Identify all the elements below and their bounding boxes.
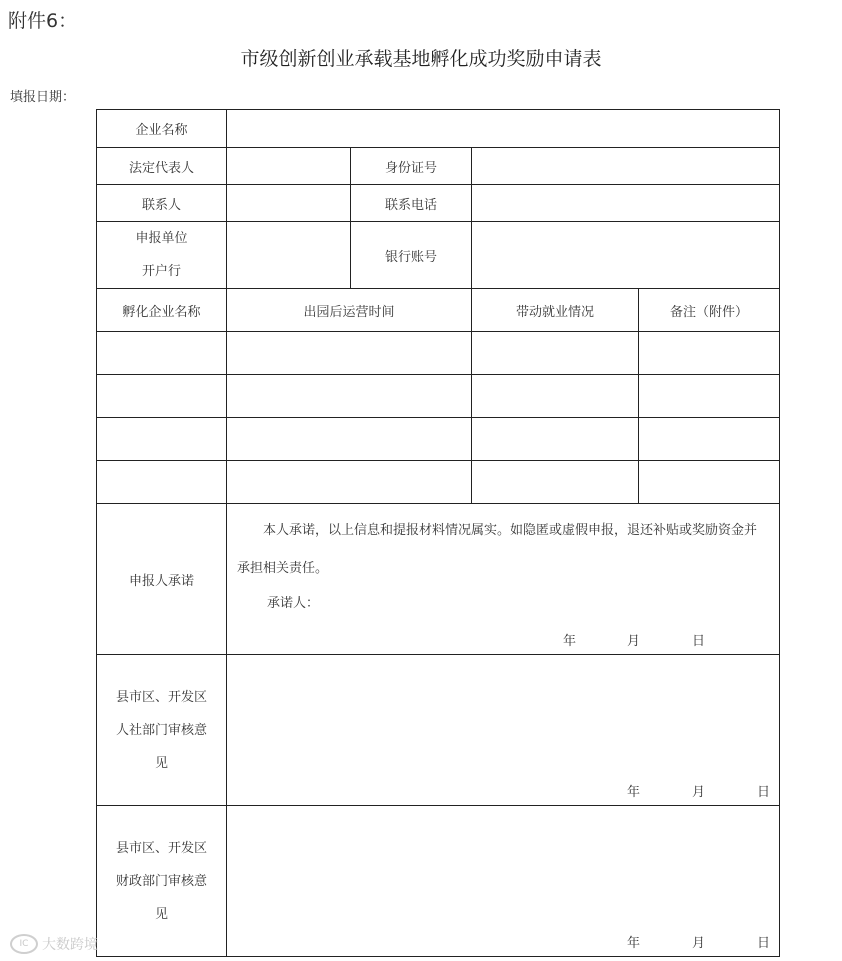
operation-time-cell[interactable] <box>227 332 472 375</box>
incubated-company-cell[interactable] <box>97 461 227 504</box>
incubation-header-row <box>97 289 780 332</box>
header-operation-time: 出园后运营时间 <box>227 289 472 332</box>
remarks-cell[interactable] <box>639 332 780 375</box>
watermark-logo: IC <box>10 934 38 954</box>
legal-rep-field[interactable] <box>227 148 351 185</box>
finance-review-content[interactable] <box>227 806 780 957</box>
hr-review-label <box>97 655 227 806</box>
table-row <box>97 375 780 418</box>
remarks-cell[interactable] <box>639 418 780 461</box>
remarks-cell[interactable] <box>639 375 780 418</box>
finance-review-label <box>97 806 227 957</box>
fill-date-label: 填报日期： <box>10 90 76 105</box>
application-form-table <box>96 109 780 957</box>
operation-time-cell[interactable] <box>227 375 472 418</box>
hr-review-day-label: 日 <box>757 785 771 800</box>
employment-cell[interactable] <box>472 375 639 418</box>
operation-time-cell[interactable] <box>227 461 472 504</box>
applicant-bank-label <box>97 222 227 289</box>
contact-row <box>97 185 780 222</box>
contact-field[interactable] <box>227 185 351 222</box>
table-row <box>97 332 780 375</box>
table-row <box>97 461 780 504</box>
id-number-label: 身份证号 <box>351 148 472 185</box>
header-incubated-company: 孵化企业名称 <box>97 289 227 332</box>
hr-review-label-line2: 人社部门审核意 <box>115 722 207 738</box>
pledge-label: 申报人承诺 <box>97 504 227 655</box>
employment-cell[interactable] <box>472 418 639 461</box>
incubated-company-cell[interactable] <box>97 418 227 461</box>
finance-review-month-label: 月 <box>692 936 706 951</box>
incubated-company-cell[interactable] <box>97 332 227 375</box>
bank-account-label: 银行账号 <box>351 222 472 289</box>
company-name-row <box>97 110 780 148</box>
applicant-bank-field[interactable] <box>227 222 351 289</box>
finance-review-day-label: 日 <box>757 936 771 951</box>
watermark <box>10 934 98 954</box>
incubated-company-cell[interactable] <box>97 375 227 418</box>
contact-label: 联系人 <box>97 185 227 222</box>
hr-review-content[interactable] <box>227 655 780 806</box>
pledge-row <box>97 504 780 655</box>
finance-review-label-line1: 县市区、开发区 <box>115 840 207 856</box>
finance-review-year-label: 年 <box>627 936 641 951</box>
applicant-bank-label-line1: 申报单位 <box>135 231 188 246</box>
pledge-signer-label: 承诺人： <box>267 596 320 611</box>
finance-review-label-line3: 见 <box>154 906 168 922</box>
attachment-number: 附件6： <box>8 10 78 32</box>
pledge-year-label: 年 <box>563 634 577 649</box>
hr-review-label-line3: 见 <box>154 755 168 771</box>
header-remarks: 备注（附件） <box>639 289 780 332</box>
applicant-bank-label-line2: 开户行 <box>141 264 181 279</box>
watermark-text: 大数跨境 <box>42 937 98 953</box>
id-number-field[interactable] <box>472 148 780 185</box>
page-title: 市级创新创业承载基地孵化成功奖励申请表 <box>240 48 602 70</box>
hr-review-year-label: 年 <box>627 785 641 800</box>
header-employment: 带动就业情况 <box>472 289 639 332</box>
bank-account-field[interactable] <box>472 222 780 289</box>
finance-review-label-line2: 财政部门审核意 <box>115 873 207 889</box>
pledge-content[interactable] <box>227 504 780 655</box>
legal-rep-row <box>97 148 780 185</box>
legal-rep-label: 法定代表人 <box>97 148 227 185</box>
company-name-label: 企业名称 <box>97 110 227 148</box>
hr-review-row <box>97 655 780 806</box>
pledge-month-label: 月 <box>627 634 641 649</box>
table-row <box>97 418 780 461</box>
remarks-cell[interactable] <box>639 461 780 504</box>
finance-review-row <box>97 806 780 957</box>
pledge-text: 本人承诺，以上信息和提报材料情况属实。如隐匿或虚假申报，退还补贴或奖励资金并承担相关责任。 <box>237 523 758 576</box>
contact-phone-field[interactable] <box>472 185 780 222</box>
company-name-field[interactable] <box>227 110 780 148</box>
hr-review-month-label: 月 <box>692 785 706 800</box>
operation-time-cell[interactable] <box>227 418 472 461</box>
contact-phone-label: 联系电话 <box>351 185 472 222</box>
hr-review-label-line1: 县市区、开发区 <box>115 689 207 705</box>
pledge-day-label: 日 <box>692 634 706 649</box>
bank-row <box>97 222 780 289</box>
employment-cell[interactable] <box>472 332 639 375</box>
employment-cell[interactable] <box>472 461 639 504</box>
